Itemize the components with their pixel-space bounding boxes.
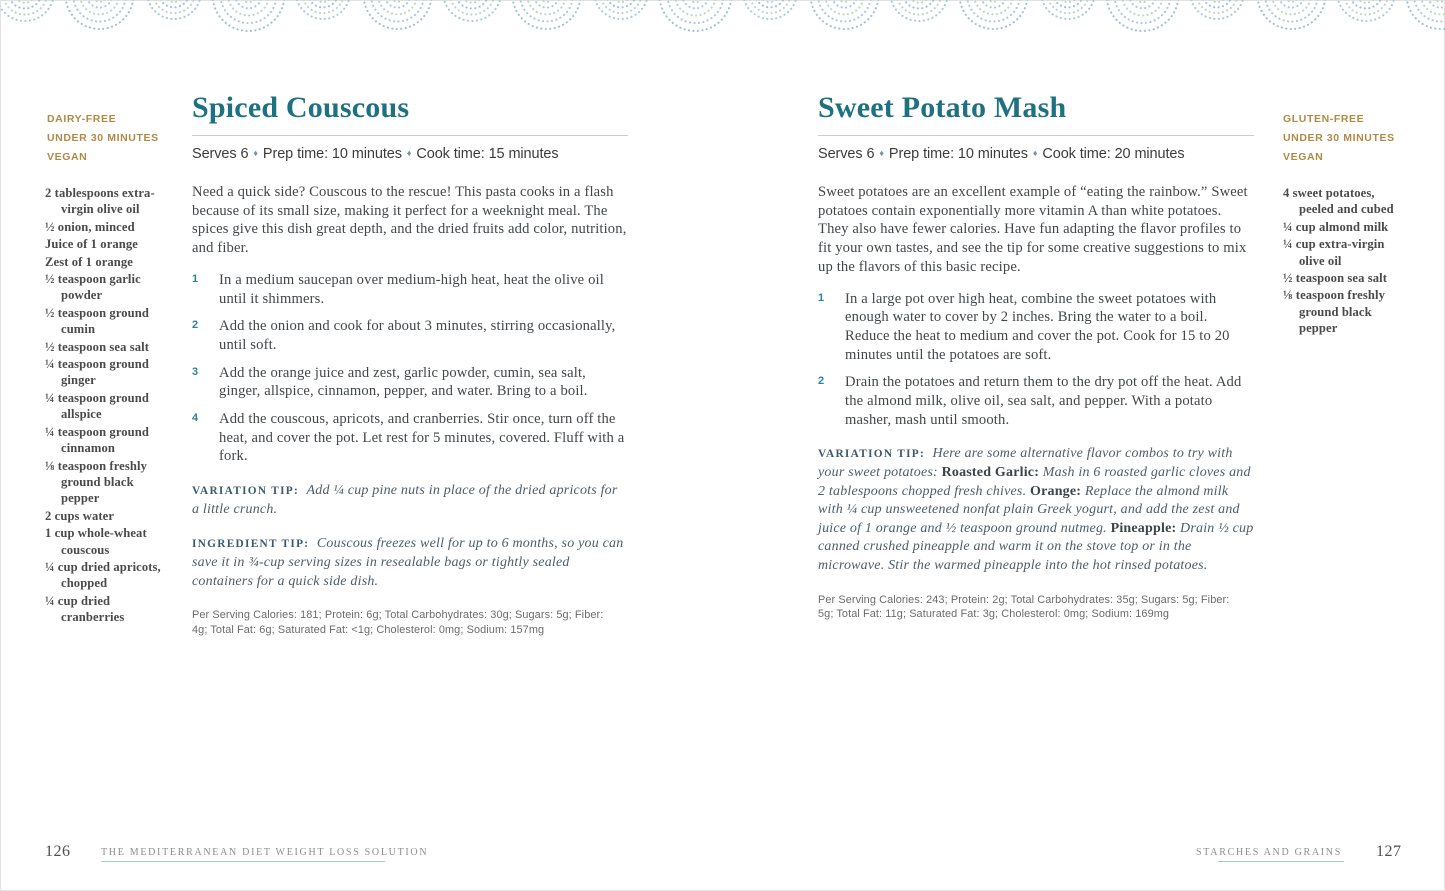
recipe-meta <box>192 146 628 162</box>
cook-time-text: Cook time: 20 minutes <box>1042 146 1185 162</box>
ingredient-item: ¼ teaspoon ground cinnamon <box>45 424 149 456</box>
diet-tag: UNDER 30 MINUTES <box>1283 132 1395 144</box>
ingredient-item: ½ teaspoon garlic powder <box>45 272 141 303</box>
step-number: 2 <box>192 319 199 332</box>
nutrition-facts: Per Serving Calories: 181; Protein: 6g; Total Carbohydrates: 30g; Sugars: 5g; Fiber: 4g; Total Fat: 6g; Saturated Fat: <1g; Cholesterol: 0mg; Sodium: 157mg <box>192 609 604 636</box>
ingredient-item: Zest of 1 orange <box>45 254 133 269</box>
recipe-title: Spiced Couscous <box>192 91 410 124</box>
page-number-left: 126 <box>45 843 71 860</box>
diamond-separator-icon: ♦ <box>406 148 412 158</box>
recipe-left <box>192 92 628 638</box>
recipe-meta <box>818 146 1254 162</box>
tip-text: Add ¼ cup pine nuts in place of the dried apricots for a little crunch. <box>192 483 618 517</box>
step-item <box>192 317 628 354</box>
recipe-intro: Sweet potatoes are an excellent example of “eating the rainbow.” Sweet potatoes contain exponentially more vitamin A than white potatoes. They also have fewer calories. Have fun adapting the flavor profiles to fit your own tastes, and see the tip for some creative suggestions to mix up the flavors of this basic recipe. <box>818 184 1248 275</box>
diet-tags-left <box>47 110 197 167</box>
ingredient-item: 1 cup whole-wheat couscous <box>45 526 147 557</box>
running-title-right: STARCHES AND GRAINS <box>1196 847 1342 858</box>
tip-text: Couscous freezes well for up to 6 months, so you can save it in ¾-cup serving sizes in resealable bags or tightly sealed containers for a quick side dish. <box>192 536 624 589</box>
tip-label: INGREDIENT TIP: <box>192 538 310 551</box>
recipe-title: Sweet Potato Mash <box>818 91 1067 124</box>
ingredient-item: 2 cups water <box>45 508 115 523</box>
nutrition-facts: Per Serving Calories: 243; Protein: 2g; Total Carbohydrates: 35g; Sugars: 5g; Fiber: 5g; Total Fat: 11g; Saturated Fat: 3g; Cholesterol: 0mg; Sodium: 169mg <box>818 593 1230 621</box>
diet-tag: UNDER 30 MINUTES <box>47 132 159 144</box>
ingredient-list-right <box>1283 185 1401 338</box>
cook-time-text: Cook time: 15 minutes <box>416 146 559 162</box>
ingredient-item: ¼ teaspoon ground ginger <box>45 357 149 388</box>
step-text: Add the orange juice and zest, garlic powder, cumin, sea salt, ginger, allspice, cinnamon, pepper, and water. Bring to a boil. <box>219 364 588 400</box>
recipe-steps <box>192 271 628 466</box>
recipe-right <box>818 92 1254 622</box>
dotted-medallion-border <box>0 0 1445 40</box>
ingredient-item: ⅛ teaspoon freshly ground black pepper <box>1283 288 1385 336</box>
ingredient-tip <box>192 535 628 591</box>
ingredient-item: ½ teaspoon ground cumin <box>45 305 149 337</box>
ingredient-item: 4 sweet potatoes, peeled and cubed <box>1283 186 1394 217</box>
recipe-steps <box>818 290 1254 430</box>
tip-label: VARIATION TIP: <box>818 448 926 461</box>
diet-tag: GLUTEN-FREE <box>1283 113 1365 125</box>
ingredient-list-left <box>45 185 169 627</box>
ingredient-item: 2 tablespoons extra-virgin olive oil <box>45 186 155 217</box>
title-divider <box>192 135 628 136</box>
ingredient-item: ½ teaspoon sea salt <box>1283 271 1388 286</box>
step-text: In a medium saucepan over medium-high heat, heat the olive oil until it shimmers. <box>219 271 604 307</box>
ingredient-item: ½ onion, minced <box>45 219 135 234</box>
variation-tip <box>818 445 1254 575</box>
step-text: In a large pot over high heat, combine the sweet potatoes with enough water to cover by 2 inches. Bring the water to a boil. Reduce the heat to medium and cover the pot. Cook for 15 to 20 minutes until the potatoes are soft. <box>845 290 1230 363</box>
step-number: 2 <box>818 375 825 388</box>
footer-rule-right <box>1218 861 1344 862</box>
running-title-left: THE MEDITERRANEAN DIET WEIGHT LOSS SOLUTION <box>101 847 429 858</box>
page-number-right: 127 <box>1376 843 1402 860</box>
diet-tag: DAIRY-FREE <box>47 113 117 125</box>
step-number: 1 <box>192 272 199 285</box>
step-text: Add the onion and cook for about 3 minutes, stirring occasionally, until soft. <box>219 318 616 353</box>
prep-time-text: Prep time: 10 minutes <box>888 146 1028 162</box>
variation-tip <box>192 482 628 519</box>
ingredient-item: ¼ teaspoon ground allspice <box>45 390 149 422</box>
title-divider <box>818 135 1254 136</box>
diamond-separator-icon: ♦ <box>1032 148 1038 158</box>
ingredient-item: ¼ cup dried apricots, chopped <box>45 559 161 591</box>
tip-label: VARIATION TIP: <box>192 485 300 498</box>
step-item <box>818 373 1254 429</box>
ingredient-item: ⅛ teaspoon freshly ground black pepper <box>45 458 147 506</box>
diet-tag: VEGAN <box>1283 151 1324 163</box>
ingredient-item: ¼ cup dried cranberries <box>45 593 125 625</box>
recipe-intro: Need a quick side? Couscous to the rescue! This pasta cooks in a flash because of its small size, making it perfect for a weeknight meal. The spices give this dish great depth, and the dried fruits add color, nutrition, and fiber. <box>192 184 627 257</box>
diet-tag: VEGAN <box>47 151 88 163</box>
ingredient-item: ¼ cup extra-virgin olive oil <box>1283 237 1385 268</box>
step-text: Add the couscous, apricots, and cranberries. Stir once, turn off the heat, and cover the pot. Let rest for 5 minutes, covered. Fluff with a fork. <box>219 411 625 465</box>
step-text: Drain the potatoes and return them to the dry pot off the heat. Add the almond milk, olive oil, sea salt, and pepper. With a potato masher, mash until smooth. <box>845 374 1242 428</box>
step-item <box>192 364 628 401</box>
tip-text: Here are some alternative flavor combos to try with your sweet potatoes: Roasted Garlic: Mash in 6 roasted garlic cloves and 2 tablespoons chopped fresh chives. Orange: Replace the almond milk with ¼ cup unsweetened nonfat plain Greek yogurt, and add the zest and juice of 1 orange and ½ teaspoon ground nutmeg. Pineapple: Drain ½ cup canned crushed pineapple and warm it on the stove top or in the microwave. Stir the warmed pineapple into the hot rinsed potatoes. <box>818 446 1254 573</box>
serves-text: Serves 6 <box>192 146 249 162</box>
ingredient-item: ¼ cup almond milk <box>1283 219 1389 234</box>
ingredient-item: ½ teaspoon sea salt <box>45 339 150 354</box>
step-item <box>818 290 1254 365</box>
step-number: 1 <box>818 291 825 304</box>
step-item <box>192 410 628 466</box>
diet-tags-right <box>1283 110 1433 167</box>
step-number: 4 <box>192 412 199 425</box>
serves-text: Serves 6 <box>818 146 875 162</box>
ingredient-item: Juice of 1 orange <box>45 237 138 252</box>
step-number: 3 <box>192 365 199 378</box>
prep-time-text: Prep time: 10 minutes <box>262 146 402 162</box>
diamond-separator-icon: ♦ <box>253 148 258 158</box>
step-item <box>192 271 628 308</box>
diamond-separator-icon: ♦ <box>879 148 884 158</box>
footer-rule-left <box>101 861 385 862</box>
